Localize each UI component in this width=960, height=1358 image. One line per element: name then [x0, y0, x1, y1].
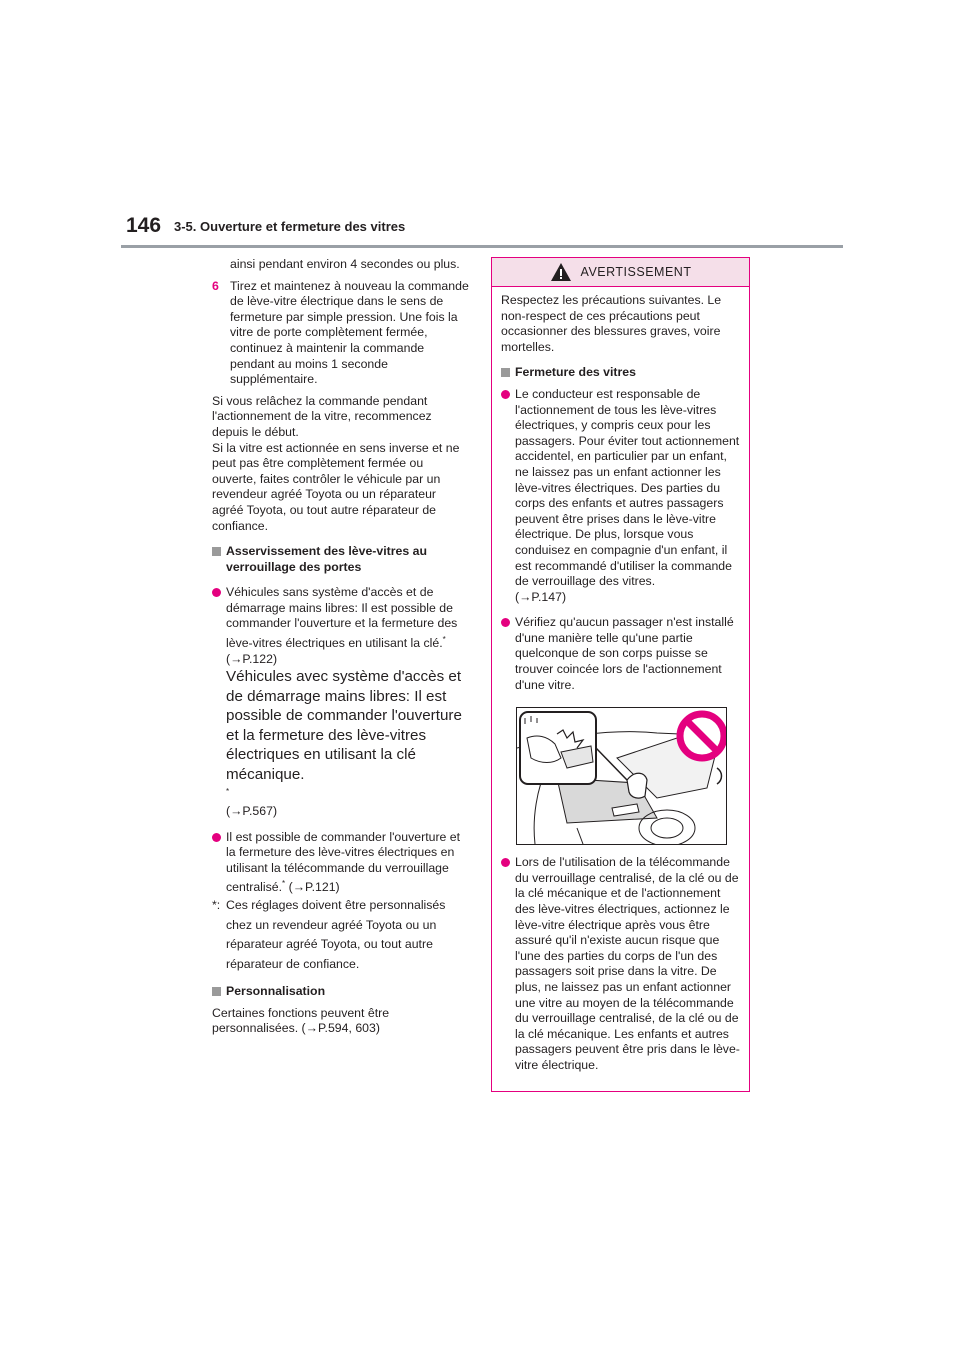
bullet-dot-icon [212, 588, 221, 597]
warning-box [491, 257, 750, 1092]
warning-intro: Respectez les précautions suivantes. Le non-respect de ces précautions peut occasionner des blessures graves, voire mortelles. [501, 293, 722, 354]
bullet-remote-operation [212, 830, 470, 896]
paragraph-reverse: Si la vitre est actionnée en sens inverse et ne peut pas être complètement fermée ou ouverte, faites contrôler le véhicule par un revendeur agréé Toyota ou un réparateur agréé Toyota, ou tout autre réparateur de confiance. [212, 440, 460, 533]
car-window-illustration [517, 708, 726, 844]
bullet-dot-icon [501, 858, 510, 867]
footnote-ref: * [226, 787, 230, 797]
paragraph-customization: Certaines fonctions peuvent être personnalisées. (→P.594, 603) [212, 1005, 390, 1036]
warning-bullet-passenger [501, 615, 741, 693]
bullet-text: Il est possible de commander l'ouverture et la fermeture des lève-vitres électriques en utilisant la télécommande du verrouillage centralisé. [226, 829, 461, 895]
bullet-text: Véhicules sans système d'accès et de démarrage mains libres: Il est possible de commander l'ouverture et la fermeture des lève-vitres électriques en utilisant la clé. [226, 585, 458, 651]
main-column [212, 257, 470, 1037]
page-reference-link[interactable]: (→P.122) [226, 651, 278, 666]
bullet-key-operation [212, 585, 470, 819]
heading-customization-text: Personnalisation [226, 984, 326, 999]
footnote-ref: * [282, 879, 286, 889]
warning-bullet-text: Vérifiez qu'aucun passager n'est installé d'une manière telle qu'une partie quelconque de son corps puisse se trouver coincée lors de l'actionnement d'une vitre. [515, 615, 734, 692]
warning-header [492, 258, 749, 287]
warning-bullet-text: Lors de l'utilisation de la télécommande du verrouillage centralisé, de la clé ou de la clé mécanique et de l'actionnement des lève-vitres électriques, actionnez le lève-vitre électrique après vous être assuré qu'il n'existe aucun risque que l'une des parties du corps de l'un des passagers soit prise dans la vitre. De plus, ne laissez pas un enfant actionner une vitre au moyen de la télécommande du verrouillage centralisé, de la clé ou de la clé mécanique. Les enfants et autres passagers peuvent être pris dans le lève-vitre électrique. [515, 855, 740, 1072]
footnote-mark: *: [212, 898, 221, 913]
warning-triangle-icon [550, 262, 572, 282]
warning-bullet-remote [501, 855, 741, 1073]
page-reference-link[interactable]: (→P.147) [515, 589, 567, 604]
page-reference-link[interactable]: (→P.121) [288, 880, 340, 895]
paragraph-release: Si vous relâchez la commande pendant l'actionnement de la vitre, recommencez depuis le début. [212, 393, 432, 439]
warning-bullet-driver [501, 387, 741, 605]
heading-lock-link [212, 544, 470, 575]
step-6 [212, 279, 470, 388]
step-5-continuation [212, 257, 470, 273]
bullet-dot-icon [501, 390, 510, 399]
bullet-dot-icon [212, 833, 221, 842]
footnote-text: Ces réglages doivent être personnalisés chez un revendeur agréé Toyota ou un réparateur agréé Toyota, ou tout autre réparateur de confiance. [226, 898, 446, 971]
footnote-ref: * [442, 635, 446, 645]
heading-customization [212, 984, 470, 1000]
section-title: 3-5. Ouverture et fermeture des vitres [174, 219, 406, 234]
square-bullet-icon [212, 547, 221, 556]
header-divider [121, 245, 843, 248]
footnote [212, 896, 470, 974]
warning-title: AVERTISSEMENT [580, 265, 692, 279]
page-number: 146 [126, 214, 162, 237]
bullet-dot-icon [501, 618, 510, 627]
warning-heading-text: Fermeture des vitres [515, 365, 636, 380]
square-bullet-icon [501, 368, 510, 377]
warning-illustration [516, 707, 727, 845]
step-6-text: Tirez et maintenez à nouveau la commande de lève-vitre électrique dans le sens de fermeture par simple pression. Une fois la vitre de porte complètement fermée, continuez à maintenir la commande pendant au moins 1 seconde supplémentaire. [230, 278, 469, 387]
warning-bullet-text: Le conducteur est responsable de l'actionnement de tous les lève-vitres électriques, y compris ceux pour les passagers. Pour éviter tout actionnement accidentel, en particulier par un enfant, ne laissez pas un enfant actionner les lève-vitres électriques. Des parties du corps des enfants et autres passagers peuvent être prises dans le lève-vitre électrique. De plus, lorsque vous conduisez en compagnie d'un enfant, il est recommandé d'utiliser la commande de verrouillage des vitres. [515, 386, 740, 589]
page-reference-link[interactable]: (→P.567) [226, 804, 278, 819]
step-number: 6 [212, 278, 219, 293]
warning-heading [501, 365, 741, 381]
square-bullet-icon [212, 987, 221, 996]
warning-body [492, 287, 749, 1074]
bullet-text-smart-entry: Véhicules avec système d'accès et de démarrage mains libres: Il est possible de commander l'ouverture et la fermeture des lève-vitres électriques en utilisant la clé mécanique. [226, 668, 462, 783]
heading-lock-link-text: Asservissement des lève-vitres au verrouillage des portes [226, 544, 427, 574]
step-5-text: ainsi pendant environ 4 secondes ou plus. [230, 257, 460, 271]
